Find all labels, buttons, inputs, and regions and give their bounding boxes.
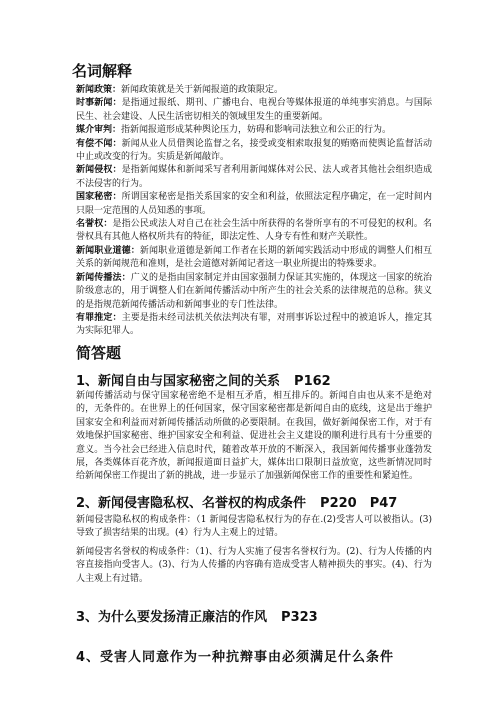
page-reference: P162 [294, 374, 331, 389]
term-item [76, 218, 432, 245]
question-heading-2 [76, 492, 397, 511]
term-label: 新闻侵权： [76, 165, 122, 176]
term-item [76, 312, 432, 339]
term-item [76, 164, 432, 191]
term-item [76, 97, 432, 124]
term-item [76, 272, 432, 312]
term-text: 是指新闻媒体和新闻采写者利用新闻媒体对公民、法人或者其他社会组织造成不法侵害的行为。 [76, 165, 432, 189]
term-label: 有罪推定： [76, 312, 122, 323]
answer-paragraph-2b: 新闻侵害名誉权的构成条件：（1)、行为人实施了侵害名誉权行为。(2)、行为人传播的内容直接指向受害人。(3)、行为人传播的内容确有造成受害人精神损失的事实。(4)、行为人主观上有过错。 [76, 547, 432, 584]
question-heading-4 [76, 646, 394, 665]
answer-paragraph-2a: 新闻侵害隐私权的构成条件：（1 新闻侵害隐私权行为的存在.(2)受害人可以被指认。(3)导致了损害结果的出现。(4）行为人主观上的过错。 [76, 515, 432, 539]
term-label: 新闻传播法： [76, 272, 131, 283]
term-item [76, 124, 432, 137]
term-label: 媒介审判： [76, 125, 122, 136]
term-label: 有偿不闻： [76, 138, 122, 149]
term-label: 新闻政策： [76, 85, 122, 95]
question-title: 3、为什么要发扬清正廉洁的作风 [76, 610, 268, 625]
question-title: 2、新闻侵害隐私权、名誉权的构成条件 [76, 496, 307, 511]
term-text: 新闻从业人员借舆论监督之名，接受或变相索取报复的贿赂而使舆论监督活动中止或改变的行为。实质是新闻敲诈。 [76, 138, 432, 163]
term-text: 是指公民或法人对自己在社会生活中所获得的名誉所享有的不可侵犯的权利。名誉权具有其他人格权所共有的特征，即法定性、人身专有性和财产关联性。 [76, 219, 432, 243]
question-title: 4、受害人同意作为一种抗辩事由必须满足什么条件 [76, 650, 395, 665]
term-text: 指新闻报道形成某种舆论压力，妨碍和影响司法独立和公正的行为。 [121, 125, 392, 136]
term-label: 名誉权： [76, 219, 113, 230]
term-text: 新闻政策就是关于新闻报道的政策限定。 [121, 85, 284, 95]
term-item [76, 245, 432, 272]
term-text: 主要是指未经司法机关依法判决有罪，对刑事诉讼过程中的被追诉人，推定其为实际犯罪人。 [76, 312, 432, 337]
term-text: 广义的是指由国家制定并由国家强制力保证其实施的，体现这一国家的统治阶级意志的，用于调整人们在新闻传播活动中所产生的社会关系的法律规范的总称。狭义的是指规范新闻传播活动和新闻事业的专门性法律。 [76, 272, 432, 310]
term-item [76, 191, 432, 218]
page-reference: P220 P47 [320, 496, 398, 511]
term-item [76, 138, 432, 165]
term-text: 新闻职业道德是新闻工作者在长期的新闻实践活动中形成的调整人们相互关系的新闻规范和准则，是社会道德对新闻记者这一职业所提出的特殊要求。 [76, 245, 432, 270]
term-label: 新闻职业道德： [76, 245, 140, 256]
question-heading-1 [76, 370, 331, 389]
term-item [76, 84, 432, 97]
terms-list [76, 84, 432, 339]
section-heading-short-answer: 简答题 [76, 344, 122, 362]
section-heading-terms: 名词解释 [72, 62, 133, 80]
term-label: 国家秘密： [76, 192, 122, 203]
question-title: 1、新闻自由与国家秘密之间的关系 [76, 374, 281, 389]
term-text: 是指通过报纸、期刊、广播电台、电视台等媒体报道的单纯事实消息。与国际民生、社会建设、人民生活密切相关的领域里发生的重要新闻。 [76, 98, 432, 122]
term-label: 时事新闻： [76, 98, 122, 109]
page-reference: P323 [281, 610, 318, 625]
term-text: 所谓国家秘密是指关系国家的安全和利益，依照法定程序确定，在一定时间内只限一定范围的人员知悉的事项。 [76, 192, 432, 216]
question-heading-3 [76, 606, 318, 625]
answer-paragraph-1: 新闻传播活动与保守国家秘密绝不是相互矛盾，相互排斥的。新闻自由也从来不是绝对的，无条件的。在世界上的任何国家，保守国家秘密都是新闻自由的底线，这是出于维护国家安全和利益而对新闻传播活动所做的必要限制。在我国，做好新闻保密工作，对于有效地保护国家秘密、维护国家安全和利益、促进社会主义建设的顺利进行具有十分重要的意义。当今社会已经进入信息时代，随着改革开放的不断深入，我国新闻传播事业蓬勃发展，各类媒体百花齐放，新闻报道面日益扩大，媒体出口限制日益放宽，这些新情况同时给新闻保密工作提出了新的挑战，进一步显示了加强新闻保密工作的重要性和紧迫性。 [76, 391, 432, 482]
